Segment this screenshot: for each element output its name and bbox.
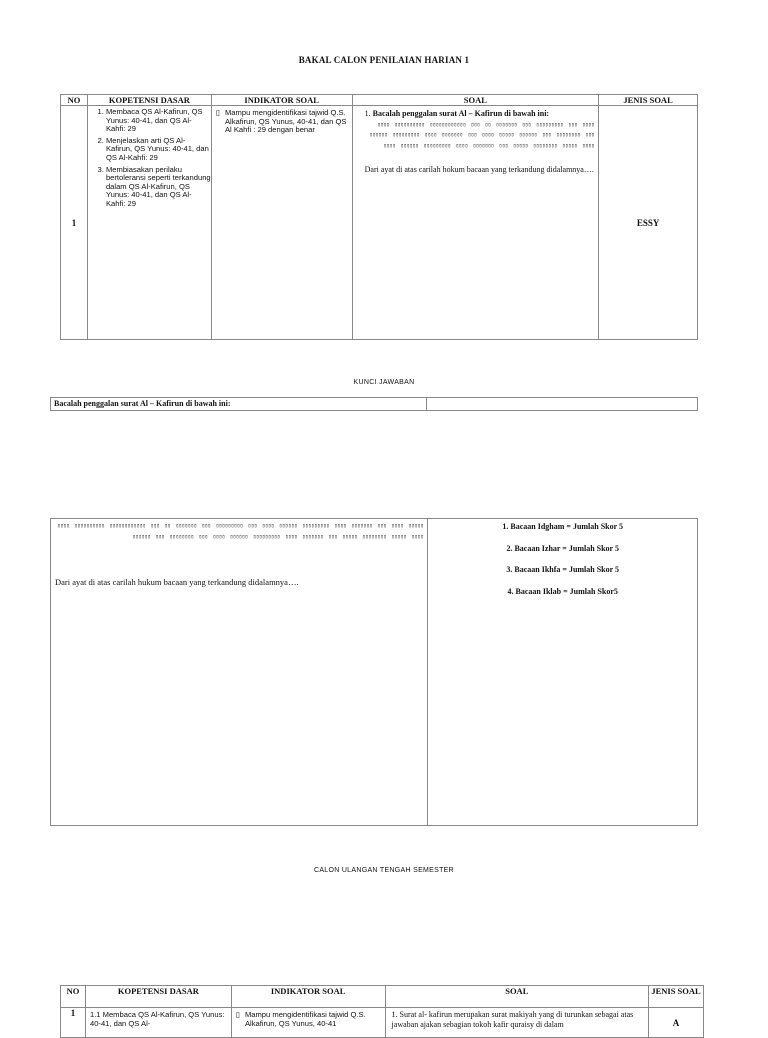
- page-title: BAKAL CALON PENILAIAN HARIAN 1: [298, 55, 470, 65]
- soal-cell: [352, 106, 599, 340]
- soal-number: 1.: [364, 109, 371, 118]
- col-header-no: NO: [61, 986, 86, 1008]
- arabic-text: ▯▯▯▯ ▯▯▯▯▯▯▯▯▯▯ ▯▯▯▯▯▯▯▯▯▯▯▯ ▯▯▯ ▯▯ ▯▯▯▯▯▯▯ ▯▯▯ ▯▯▯▯▯▯▯▯▯ ▯▯▯ ▯▯▯▯ ▯▯▯▯▯▯ ▯▯▯▯▯▯▯▯▯ ▯▯▯▯ ▯▯▯▯▯▯▯ ▯▯▯ ▯▯▯▯ ▯▯▯▯▯ ▯▯▯▯▯▯ ▯▯▯ ▯▯▯▯▯▯▯▯ ▯▯▯ ▯▯▯▯ ▯▯▯▯▯▯ ▯▯▯▯▯▯▯▯▯ ▯▯▯▯ ▯▯▯▯▯▯▯ ▯▯▯ ▯▯▯▯▯ ▯▯▯▯▯▯▯▯ ▯▯▯▯▯ ▯▯▯▯: [369, 121, 595, 149]
- indikator-text: Mampu mengidentifikasi tajwid Q.S. Alkafirun, QS Yunus, 40-41, dan QS Al Kahfi : 29 dengan benar: [224, 108, 347, 135]
- kompetensi-text: 1.1 Membaca QS Al-Kafirun, QS Yunus: 40-41, dan QS Al-: [85, 1008, 231, 1038]
- kompetensi-cell: [87, 106, 211, 340]
- col-header-jenis: JENIS SOAL: [649, 986, 704, 1008]
- col-header-kompetensi: KOPETENSI DASAR: [87, 95, 211, 106]
- table-header-row: [61, 95, 698, 106]
- kunci-table: [50, 518, 698, 826]
- bullet-icon: ▯: [215, 108, 220, 117]
- kunci-strip-text: Bacalah penggalan surat Al – Kafirun di bawah ini:: [51, 398, 427, 411]
- kompetensi-item: 2. Menjelaskan arti QS Al-Kafirun, QS Yunus: 40-41, dan QS Al-Kahfi: 29: [106, 137, 211, 163]
- row-number: 1: [61, 1008, 86, 1038]
- soal-text: 1. Surat al- kafirun merupakan surat makiyah yang di turunkan sebagai atas jawaban ajakan sebagian tokoh kafir quraisy di dalam: [385, 1008, 649, 1038]
- answer-item: 1. Bacaan Idgham = Jumlah Skor 5: [502, 522, 624, 531]
- kunci-caption: KUNCI JAWABAN: [353, 379, 415, 386]
- arabic-text: ▯▯▯▯ ▯▯▯▯▯▯▯▯▯▯ ▯▯▯▯▯▯▯▯▯▯▯▯ ▯▯▯ ▯▯ ▯▯▯▯▯▯▯ ▯▯▯ ▯▯▯▯▯▯▯▯▯ ▯▯▯ ▯▯▯▯ ▯▯▯▯▯▯ ▯▯▯▯▯▯▯▯▯ ▯▯▯▯ ▯▯▯▯▯▯▯ ▯▯▯ ▯▯▯▯ ▯▯▯▯▯ ▯▯▯▯▯▯ ▯▯▯ ▯▯▯▯▯▯▯▯ ▯▯▯ ▯▯▯▯ ▯▯▯▯▯▯ ▯▯▯▯▯▯▯▯▯ ▯▯▯▯ ▯▯▯▯▯▯▯ ▯▯▯ ▯▯▯▯▯ ▯▯▯▯▯▯▯▯ ▯▯▯▯▯ ▯▯▯▯: [57, 523, 424, 540]
- kunci-answer-cell: [428, 519, 698, 826]
- col-header-soal: SOAL: [352, 95, 599, 106]
- indikator-text: Mampu mengidentifikasi tajwid Q.S. Alkafirun, QS Yunus, 40-41: [244, 1010, 366, 1028]
- col-header-no: NO: [61, 95, 88, 106]
- bullet-icon: ▯: [235, 1010, 240, 1019]
- kunci-soal-cell: [51, 519, 428, 826]
- row-number: 1: [61, 106, 88, 340]
- soal-title: Bacalah penggalan surat Al – Kafirun di bawah ini:: [372, 109, 550, 118]
- col-header-kompetensi: KOPETENSI DASAR: [85, 986, 231, 1008]
- answer-list: [428, 522, 697, 596]
- table-row: [61, 1008, 704, 1038]
- col-header-indikator: INDIKATOR SOAL: [231, 986, 385, 1008]
- indikator-cell: [211, 106, 352, 340]
- kompetensi-item: 3. Membiasakan perilaku bertoleransi seperti terkandung dalam QS Al-Kafirun, QS Yunus: 40-41, dan QS Al-Kahfi: 29: [106, 166, 211, 209]
- table-row: [61, 106, 698, 340]
- col-header-jenis: JENIS SOAL: [599, 95, 698, 106]
- col-header-soal: SOAL: [385, 986, 649, 1008]
- assessment-table: [60, 94, 698, 340]
- indikator-cell: [231, 1008, 385, 1038]
- jenis-soal: ESSY: [599, 106, 698, 340]
- answer-item: 4. Bacaan Iklab = Jumlah Skor5: [507, 586, 618, 596]
- answer-item: 2. Bacaan Izhar = Jumlah Skor 5: [506, 543, 619, 553]
- answer-item: 3. Bacaan Ikhfa = Jumlah Skor 5: [506, 565, 620, 574]
- col-header-indikator: INDIKATOR SOAL: [211, 95, 352, 106]
- jenis-soal: A: [649, 1008, 704, 1038]
- kunci-question: Dari ayat di atas carilah hukum bacaan yang terkandung didalamnya….: [55, 577, 299, 587]
- kunci-strip-empty: [427, 398, 698, 411]
- soal-question: Dari ayat di atas carilah hokum bacaan yang terkandung didalamnya….: [364, 165, 594, 174]
- uts-caption: CALON ULANGAN TENGAH SEMESTER: [313, 867, 455, 874]
- table-header-row: [61, 986, 704, 1008]
- kunci-strip: [50, 397, 698, 411]
- kompetensi-list: [88, 108, 211, 209]
- kompetensi-item: 1. Membaca QS Al-Kafirun, QS Yunus: 40-41, dan QS Al-Kahfi: 29: [106, 108, 211, 134]
- uts-table: [60, 985, 704, 1038]
